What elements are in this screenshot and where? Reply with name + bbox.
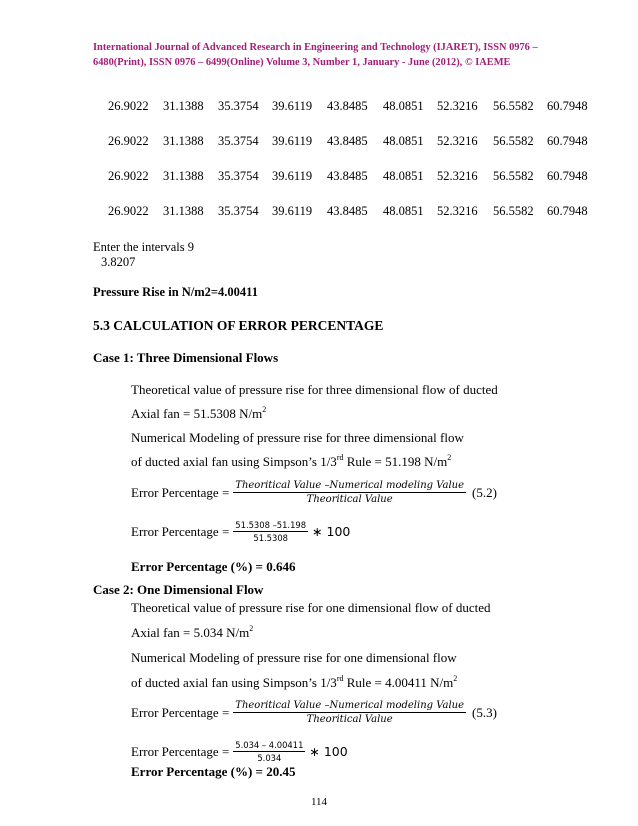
case1-text-line-4 bbox=[131, 454, 451, 470]
case1-simpson-text: of ducted axial fan using Simpson’s 1/3 bbox=[131, 454, 337, 469]
case1-text-line-2 bbox=[131, 406, 266, 422]
case2-axial-fan-value: Axial fan = 5.034 N/m bbox=[131, 625, 250, 640]
case1-axial-fan-value: Axial fan = 51.5308 N/m bbox=[131, 406, 263, 421]
journal-header-line-2: 6480(Print), ISSN 0976 – 6499(Online) Volume 3, Number 1, January - June (2012), © IAEME bbox=[93, 57, 511, 68]
table-cell: 48.0851 bbox=[383, 204, 424, 218]
table-row bbox=[108, 169, 588, 187]
table-cell: 60.7948 bbox=[547, 99, 588, 113]
calc-fraction bbox=[233, 740, 305, 763]
calc-multiplier: ∗ 100 bbox=[309, 744, 348, 759]
case2-text-line-2 bbox=[131, 625, 253, 641]
calc-numerator: 5.034 – 4.00411 bbox=[235, 740, 304, 750]
calc-denominator: 51.5308 bbox=[253, 533, 288, 543]
table-cell: 35.3754 bbox=[218, 99, 259, 113]
case1-simpson-value: Rule = 51.198 N/m bbox=[343, 454, 448, 469]
table-cell: 39.6119 bbox=[272, 99, 313, 113]
table-cell: 60.7948 bbox=[547, 204, 588, 218]
journal-header bbox=[93, 40, 563, 70]
table-cell: 48.0851 bbox=[383, 134, 424, 148]
table-cell: 26.9022 bbox=[108, 99, 149, 113]
superscript: 2 bbox=[262, 404, 267, 414]
case2-text-line-3: Numerical Modeling of pressure rise for one dimensional flow bbox=[131, 650, 457, 665]
case2-simpson-text: of ducted axial fan using Simpson’s 1/3 bbox=[131, 675, 337, 690]
case1-text-line-3: Numerical Modeling of pressure rise for three dimensional flow bbox=[131, 430, 464, 445]
equation-number: (5.3) bbox=[472, 704, 497, 720]
formula-numerator: Theoritical Value –Numerical modeling Value bbox=[235, 700, 465, 711]
formula-fraction bbox=[233, 480, 466, 505]
intervals-value: 3.8207 bbox=[101, 255, 136, 269]
table-cell: 56.5582 bbox=[493, 99, 534, 113]
section-title: 5.3 CALCULATION OF ERROR PERCENTAGE bbox=[93, 318, 384, 333]
formula-denominator: Theoritical Value bbox=[306, 714, 393, 725]
case2-title: Case 2: One Dimensional Flow bbox=[93, 582, 264, 597]
table-cell: 39.6119 bbox=[272, 169, 313, 183]
table-cell: 56.5582 bbox=[493, 204, 534, 218]
table-cell: 52.3216 bbox=[437, 134, 478, 148]
case2-result: Error Percentage (%) = 20.45 bbox=[131, 764, 296, 779]
formula-numerator: Theoritical Value –Numerical modeling Value bbox=[235, 480, 465, 491]
formula-label: Error Percentage = bbox=[131, 484, 230, 500]
case2-formula bbox=[131, 700, 497, 725]
table-cell: 31.1388 bbox=[163, 204, 204, 218]
formula-label: Error Percentage = bbox=[131, 704, 230, 720]
table-cell: 26.9022 bbox=[108, 134, 149, 148]
table-cell: 39.6119 bbox=[272, 134, 313, 148]
superscript: rd bbox=[336, 452, 344, 462]
table-cell: 48.0851 bbox=[383, 169, 424, 183]
intervals-prompt: Enter the intervals 9 bbox=[93, 240, 195, 254]
table-cell: 31.1388 bbox=[163, 169, 204, 183]
superscript: 2 bbox=[249, 623, 254, 633]
table-cell: 56.5582 bbox=[493, 169, 534, 183]
table-cell: 48.0851 bbox=[383, 99, 424, 113]
table-row bbox=[108, 134, 588, 152]
formula-fraction bbox=[233, 700, 466, 725]
table-cell: 43.8485 bbox=[327, 204, 368, 218]
table-cell: 52.3216 bbox=[437, 169, 478, 183]
table-cell: 52.3216 bbox=[437, 204, 478, 218]
equation-number: (5.2) bbox=[472, 484, 497, 500]
calc-label: Error Percentage = bbox=[131, 743, 230, 759]
table-cell: 39.6119 bbox=[272, 204, 313, 218]
superscript: 2 bbox=[453, 673, 458, 683]
case1-formula bbox=[131, 480, 497, 505]
case1-text-line-1: Theoretical value of pressure rise for three dimensional flow of ducted bbox=[131, 382, 498, 397]
formula-denominator: Theoritical Value bbox=[306, 494, 393, 505]
table-cell: 60.7948 bbox=[547, 134, 588, 148]
table-cell: 35.3754 bbox=[218, 204, 259, 218]
table-cell: 26.9022 bbox=[108, 204, 149, 218]
case2-text-line-1: Theoretical value of pressure rise for one dimensional flow of ducted bbox=[131, 600, 491, 615]
table-row bbox=[108, 204, 588, 222]
case1-title: Case 1: Three Dimensional Flows bbox=[93, 350, 279, 365]
case2-calculation bbox=[131, 740, 348, 763]
table-cell: 35.3754 bbox=[218, 134, 259, 148]
page-number: 114 bbox=[310, 796, 328, 808]
calc-multiplier: ∗ 100 bbox=[312, 524, 351, 539]
table-cell: 43.8485 bbox=[327, 99, 368, 113]
case2-text-line-4 bbox=[131, 675, 457, 691]
table-cell: 60.7948 bbox=[547, 169, 588, 183]
calc-label: Error Percentage = bbox=[131, 523, 230, 539]
case1-result: Error Percentage (%) = 0.646 bbox=[131, 559, 296, 574]
pressure-rise-result: Pressure Rise in N/m2=4.00411 bbox=[93, 285, 258, 299]
table-cell: 31.1388 bbox=[163, 134, 204, 148]
superscript: rd bbox=[336, 673, 344, 683]
calc-numerator: 51.5308 –51.198 bbox=[235, 520, 307, 530]
table-row bbox=[108, 99, 588, 117]
table-cell: 43.8485 bbox=[327, 169, 368, 183]
table-cell: 56.5582 bbox=[493, 134, 534, 148]
table-cell: 26.9022 bbox=[108, 169, 149, 183]
case2-simpson-value: Rule = 4.00411 N/m bbox=[343, 675, 454, 690]
case1-calculation bbox=[131, 520, 350, 543]
calc-fraction bbox=[233, 520, 308, 543]
superscript: 2 bbox=[447, 452, 452, 462]
table-cell: 52.3216 bbox=[437, 99, 478, 113]
table-cell: 31.1388 bbox=[163, 99, 204, 113]
journal-header-line-1: International Journal of Advanced Research in Engineering and Technology (IJARET), ISSN 0976 – bbox=[93, 42, 538, 53]
table-cell: 43.8485 bbox=[327, 134, 368, 148]
table-cell: 35.3754 bbox=[218, 169, 259, 183]
calc-denominator: 5.034 bbox=[257, 753, 282, 763]
